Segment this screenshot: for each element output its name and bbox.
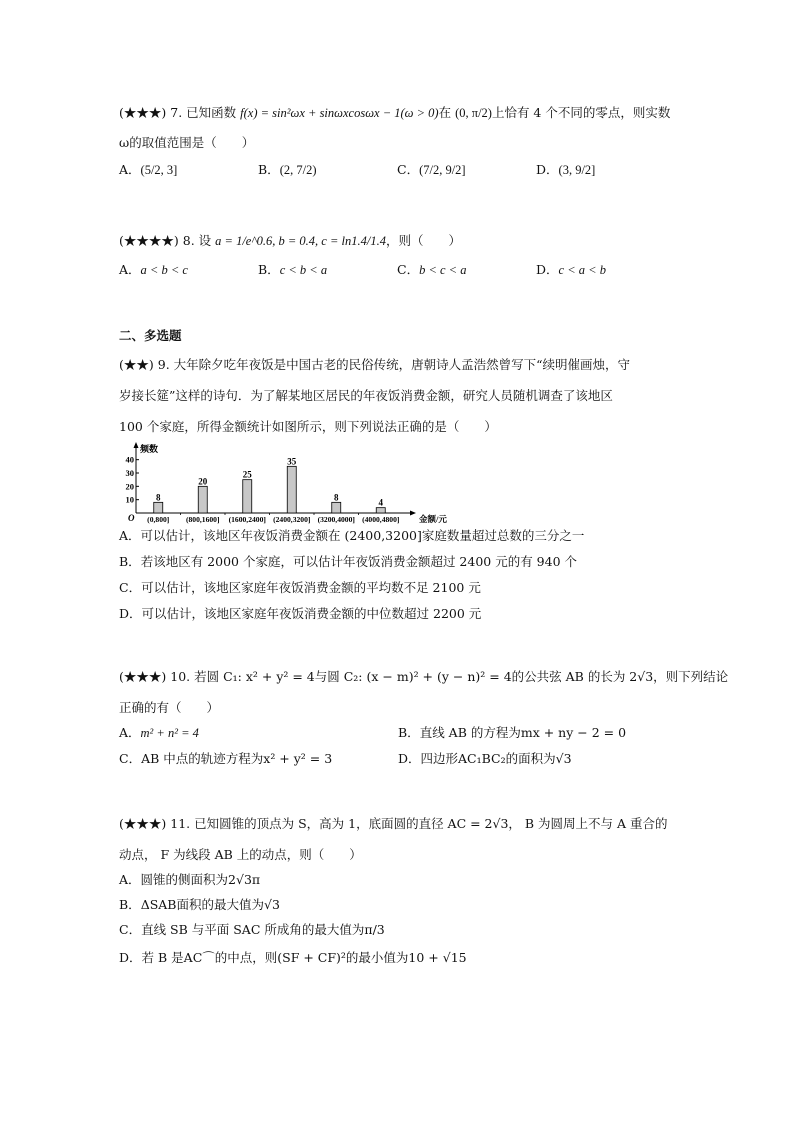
- y-tick-label: 20: [125, 481, 134, 492]
- x-tick-label: (1600,2400]: [228, 515, 266, 524]
- x-axis-label: 金额/元: [419, 514, 447, 524]
- bar-value-label: 8: [156, 492, 161, 503]
- bar-value-label: 20: [198, 476, 208, 487]
- q11-stars: (★★★): [119, 816, 167, 831]
- q9-option-a: A．可以估计，该地区年夜饭消费金额在 (2400,3200]家庭数量超过总数的三分之一: [119, 528, 585, 543]
- x-tick-label: (2400,3200]: [273, 515, 311, 524]
- histogram-bar: [376, 508, 385, 513]
- q7-formula: f(x) = sin²ωx + sinωxcosωx − 1(ω > 0): [240, 106, 439, 120]
- q9-option-b: B．若该地区有 2000 个家庭，可以估计年夜饭消费金额超过 2400 元的有 940 个: [119, 554, 578, 569]
- q8-formula: a = 1/e^0.6, b = 0.4, c = ln1.4/1.4: [215, 234, 386, 248]
- q9-line-2: 岁接长筵”这样的诗句．为了解某地区居民的年夜饭消费金额，研究人员随机调查了该地区: [119, 388, 613, 403]
- q10-option-b: B．直线 AB 的方程为mx + ny − 2 = 0: [398, 725, 627, 740]
- q11-option-c: C．直线 SB 与平面 SAC 所成角的最大值为π/3: [119, 922, 385, 937]
- q7-option-d: D．(3, 9/2]: [536, 162, 596, 177]
- q9-line-1: (★★) 9. 大年除夕吃年夜饭是中国古老的民俗传统，唐朝诗人孟浩然曾写下“续明催画烛，守: [119, 357, 631, 372]
- y-axis-arrow: [134, 442, 139, 448]
- q7-stars: (★★★): [119, 105, 167, 120]
- q11-line-2: 动点， F 为线段 AB 上的动点，则（ ）: [119, 847, 362, 862]
- q7-mid: 在: [438, 105, 452, 120]
- x-tick-label: (800,1600]: [185, 515, 220, 524]
- q7-line-1: [119, 105, 670, 121]
- q7-line-2: ω的取值范围是（ ）: [119, 135, 255, 150]
- histogram-bar: [287, 466, 296, 513]
- q7-suffix: 上恰有 4 个不同的零点，则实数: [491, 105, 671, 120]
- y-tick-label: 10: [125, 494, 134, 505]
- q7-option-b: B．(2, 7/2): [258, 162, 317, 177]
- bar-value-label: 8: [334, 492, 339, 503]
- x-axis-arrow: [410, 511, 416, 516]
- q8-option-b: B．c < b < a: [258, 262, 328, 277]
- q9-option-c: C．可以估计，该地区家庭年夜饭消费金额的平均数不足 2100 元: [119, 580, 481, 595]
- q8-prefix: 8. 设: [182, 233, 212, 248]
- y-tick-label: 30: [125, 468, 134, 478]
- q8-option-a: A．a < b < c: [119, 262, 188, 277]
- q9-option-d: D．可以估计，该地区家庭年夜饭消费金额的中位数超过 2200 元: [119, 606, 482, 621]
- y-axis-label: 频数: [140, 444, 159, 454]
- q11-line-1: (★★★) 11. 已知圆锥的顶点为 S，高为 1，底面圆的直径 AC = 2√3， B 为圆周上不与 A 重合的: [119, 816, 668, 831]
- q9-stars: (★★): [119, 357, 154, 372]
- q11-option-d: D．若 B 是AC⌒的中点，则(SF + CF)²的最小值为10 + √15: [119, 950, 467, 965]
- q8-suffix: ，则（ ）: [385, 233, 461, 248]
- histogram-bar: [154, 502, 163, 513]
- q10-line-2: 正确的有（ ）: [119, 700, 220, 715]
- x-tick-label: (0,800]: [147, 515, 170, 524]
- q8-stars: (★★★★): [119, 233, 179, 248]
- q8-option-c: C．b < c < a: [397, 262, 467, 277]
- q7-prefix: 7. 已知函数: [170, 105, 237, 120]
- histogram-bar: [243, 480, 252, 513]
- bar-value-label: 25: [242, 469, 252, 480]
- x-tick-label: (3200,4000]: [317, 515, 355, 524]
- q8-line-1: [119, 233, 461, 249]
- q10-option-c: C．AB 中点的轨迹方程为x² + y² = 3: [119, 751, 333, 766]
- q7-option-a: A．(5/2, 3]: [119, 162, 178, 177]
- q7-option-c: C．(7/2, 9/2]: [397, 162, 466, 177]
- bar-value-label: 4: [378, 497, 383, 508]
- section-title: 二、多选题: [119, 328, 182, 343]
- q10-line-1: (★★★) 10. 若圆 C₁: x² + y² = 4与圆 C₂: (x − m)² + (y − n)² = 4的公共弦 AB 的长为 2√3，则下列结论: [119, 669, 729, 684]
- histogram-bar: [332, 502, 341, 513]
- y-tick-label: 40: [125, 454, 134, 465]
- histogram-bar: [198, 486, 207, 513]
- q10-option-d: D．四边形AC₁BC₂的面积为√3: [398, 751, 572, 766]
- x-tick-label: (4000,4800]: [362, 515, 400, 524]
- origin-label: O: [128, 513, 135, 523]
- q8-option-d: D．c < a < b: [536, 262, 606, 277]
- q10-stars: (★★★): [119, 669, 167, 684]
- q7-interval: (0, π/2): [455, 106, 492, 120]
- bar-value-label: 35: [287, 456, 297, 467]
- q9-line-3: 100 个家庭，所得金额统计如图所示，则下列说法正确的是（ ）: [119, 419, 497, 434]
- q11-option-a: A．圆锥的侧面积为2√3π: [119, 872, 261, 887]
- q10-option-a: A．m² + n² = 4: [119, 725, 199, 740]
- q11-option-b: B．ΔSAB面积的最大值为√3: [119, 897, 280, 912]
- histogram-chart: [114, 441, 474, 529]
